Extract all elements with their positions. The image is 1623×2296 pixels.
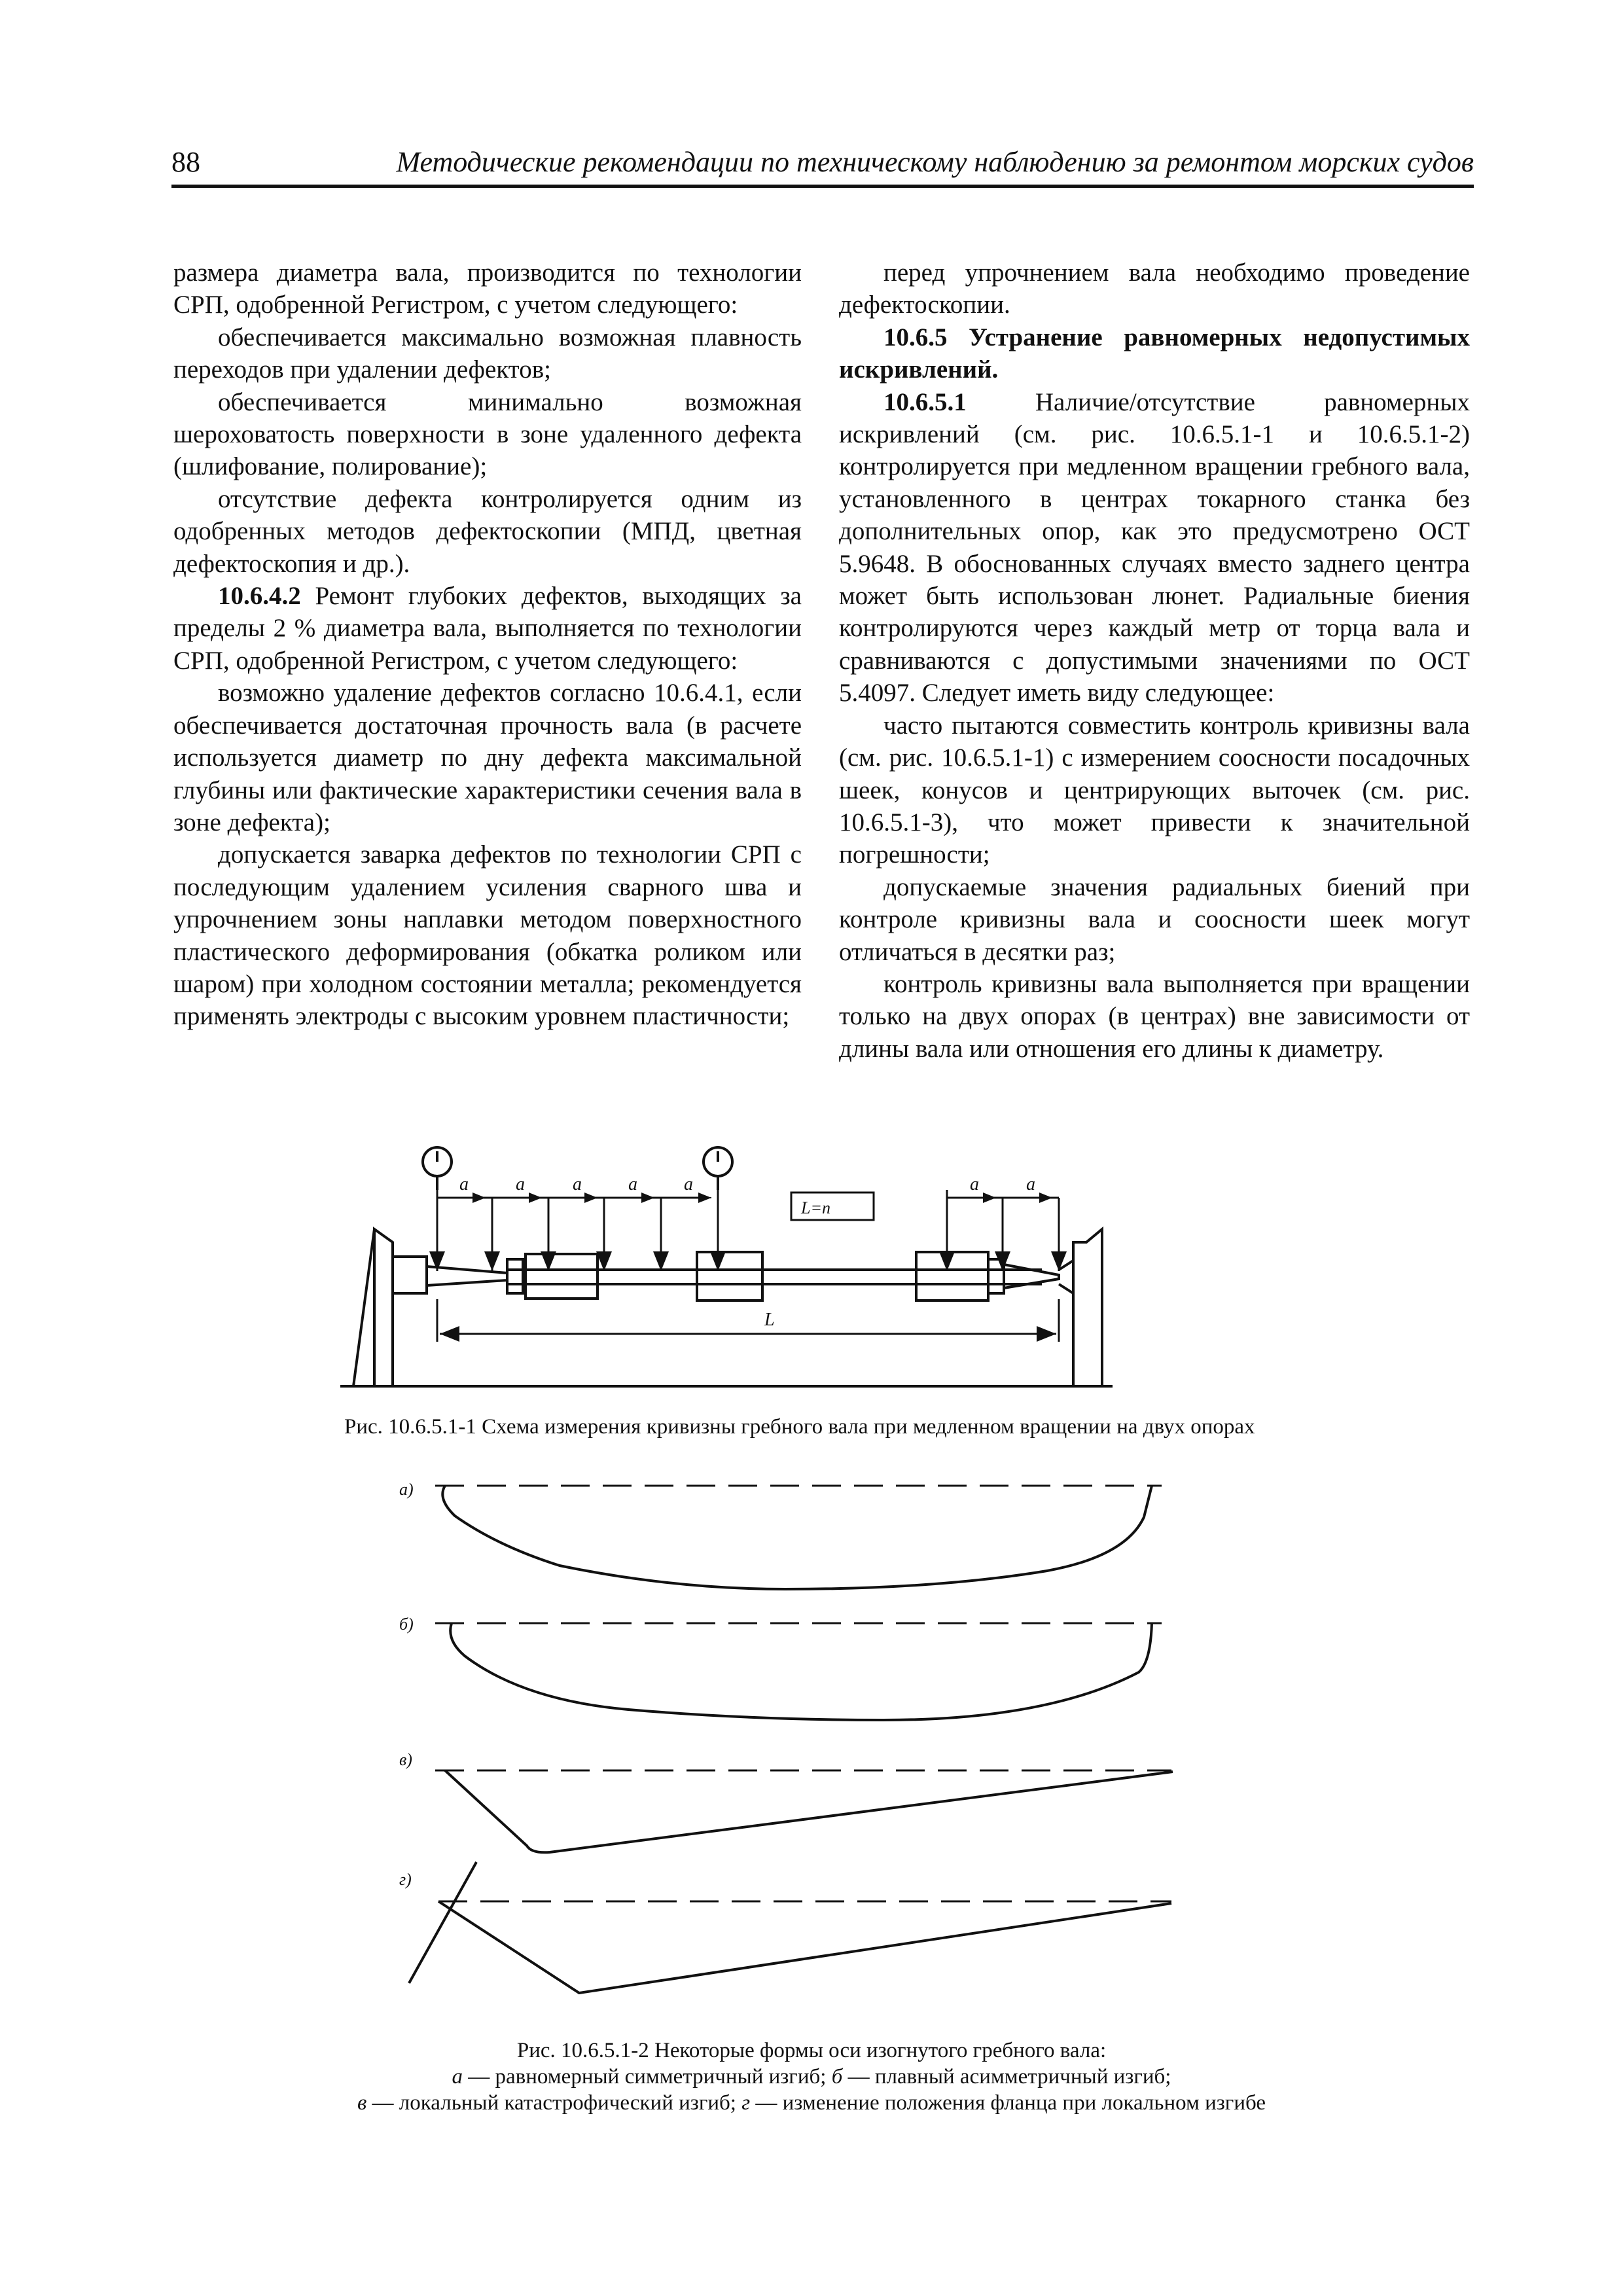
legend-text: — изменение положения фланца при локальном изгибе bbox=[750, 2091, 1266, 2115]
paragraph-10-6-5-1 bbox=[839, 386, 1470, 709]
paragraph: контроль кривизны вала выполняется при вращении только на двух опорах (в центрах) вне зависимости от длины вала или отношения его длины к диаметру. bbox=[839, 969, 1470, 1063]
legend-letter: б bbox=[831, 2065, 843, 2089]
right-column bbox=[839, 257, 1470, 1065]
dial-indicator-icon bbox=[423, 1147, 452, 1190]
legend-text: — плавный асимметричный изгиб; bbox=[842, 2065, 1171, 2089]
dim-label-a: a bbox=[1026, 1174, 1035, 1194]
figure-2-caption-legend-2 bbox=[0, 2090, 1623, 2116]
dim-label-a: a bbox=[573, 1174, 582, 1194]
section-heading: 10.6.5 Устранение равномерных недопустимых искривлений. bbox=[839, 323, 1470, 384]
page-number: 88 bbox=[171, 146, 200, 178]
paragraph: перед упрочнением вала необходимо проведение дефектоскопии. bbox=[839, 259, 1470, 319]
paragraph: размера диаметра вала, производится по технологии СРП, одобренной Регистром, с учетом следующего: bbox=[173, 259, 802, 319]
box-label: L=n bbox=[801, 1198, 831, 1217]
shape-label-b: б) bbox=[399, 1615, 414, 1634]
clause-text: Ремонт глубоких дефектов, выходящих за пределы 2 % диаметра вала, выполняется по технологии СРП, одобренной Регистром, с учетом следующего: bbox=[173, 582, 802, 675]
dim-label-L: L bbox=[764, 1310, 775, 1330]
legend-text: — равномерный симметричный изгиб; bbox=[463, 2065, 832, 2089]
figure-2-caption-title: Рис. 10.6.5.1-2 Некоторые формы оси изогнутого гребного вала: bbox=[516, 2039, 1107, 2062]
clause-number: 10.6.4.2 bbox=[218, 582, 301, 611]
figure-1-lathe-scheme bbox=[340, 1147, 1113, 1386]
paragraph: отсутствие дефекта контролируется одним из одобренных методов дефектоскопии (МПД, цветная дефектоскопия и др.). bbox=[173, 484, 802, 578]
figure-1-labels bbox=[459, 1174, 1035, 1330]
legend-letter: а bbox=[452, 2065, 463, 2089]
figure-1-caption: Рис. 10.6.5.1-1 Схема измерения кривизны гребного вала при медленном вращении на двух опорах bbox=[344, 1415, 1255, 1439]
dim-label-a: a bbox=[459, 1174, 469, 1194]
legend-text: — локальный катастрофический изгиб; bbox=[366, 2091, 742, 2115]
paragraph: обеспечивается максимально возможная плавность переходов при удалении дефектов; bbox=[173, 323, 802, 384]
figure-2-caption-legend-1 bbox=[0, 2064, 1623, 2090]
left-column bbox=[173, 257, 802, 1033]
paragraph-10-6-4-2 bbox=[173, 580, 802, 677]
paragraph: возможно удаление дефектов согласно 10.6.4.1, если обеспечивается достаточная прочность вала (в расчете используется диаметр по дну дефекта максимальной глубины или фактические характеристики сечения вала в зоне дефекта); bbox=[173, 679, 802, 836]
clause-number: 10.6.5.1 bbox=[883, 387, 967, 416]
legend-letter: в bbox=[357, 2091, 367, 2115]
dial-indicator-icon bbox=[704, 1147, 732, 1190]
clause-text: Наличие/отсутствие равномерных искривлений (см. рис. 10.6.5.1-1 и 10.6.5.1-2) контролируется при медленном вращении гребного вала, установленного в центрах токарного станка без дополнительных опор, как это предусмотрено ОСТ 5.9648. В обоснованных случаях вместо заднего центра может быть использован люнет. Радиальные биения контролируются через каждый метр от торца вала и сравниваются с допустимыми значениями по ОСТ 5.4097. Следует иметь виду следующее: bbox=[839, 387, 1470, 708]
paragraph: обеспечивается минимально возможная шероховатость поверхности в зоне удаленного дефекта (шлифование, полирование); bbox=[173, 387, 802, 481]
paragraph: часто пытаются совместить контроль кривизны вала (см. рис. 10.6.5.1-1) с измерением соосности посадочных шеек, конусов и центрирующих выточек (см. рис. 10.6.5.1-3), что может привести к значительной погрешности; bbox=[839, 711, 1470, 869]
figure-2-labels bbox=[399, 1480, 414, 1889]
legend-letter: г bbox=[741, 2091, 751, 2115]
paragraph: допускаемые значения радиальных биений при контроле кривизны вала и соосности шеек могут отличаться в десятки раз; bbox=[839, 872, 1470, 966]
shape-label-a: а) bbox=[399, 1480, 414, 1499]
shape-label-v: в) bbox=[399, 1750, 412, 1769]
dim-label-a: a bbox=[684, 1174, 693, 1194]
paragraph: допускается заварка дефектов по технологии СРП с последующим удалением усиления сварного шва и упрочнением зоны наплавки методом поверхностного пластического деформирования (обкатка роликом или шаром) при холодном состоянии металла; рекомендуется применять электроды с высоким уровнем пластичности; bbox=[173, 840, 802, 1031]
dim-label-a: a bbox=[628, 1174, 637, 1194]
figure-2-axis-shapes bbox=[409, 1486, 1173, 1993]
dim-label-a: a bbox=[970, 1174, 979, 1194]
dim-label-a: a bbox=[516, 1174, 525, 1194]
shape-label-g: г) bbox=[399, 1870, 412, 1889]
running-title: Методические рекомендации по техническому наблюдению за ремонтом морских судов bbox=[396, 146, 1474, 178]
page-header bbox=[171, 145, 1474, 188]
